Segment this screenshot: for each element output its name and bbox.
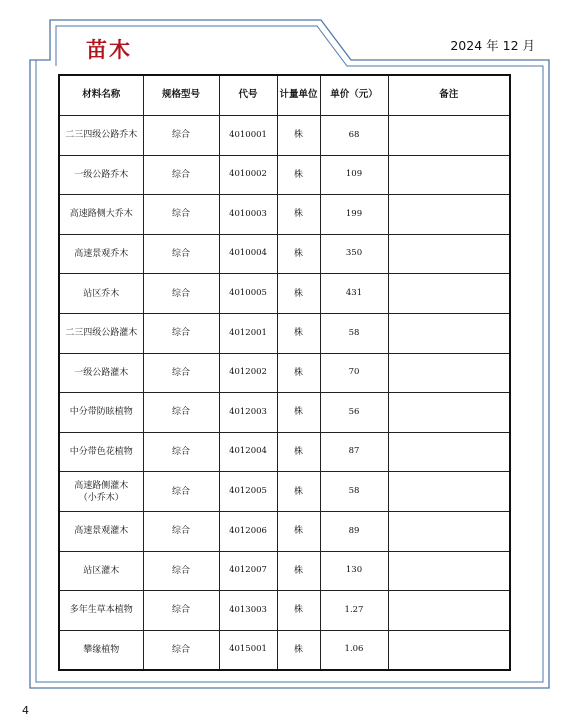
cell-unit-price: 56 xyxy=(320,393,388,433)
cell-remarks xyxy=(388,313,510,353)
cell-material-name: 高速路侧大乔木 xyxy=(59,195,143,235)
cell-remarks xyxy=(388,195,510,235)
cell-remarks xyxy=(388,274,510,314)
cell-spec: 综合 xyxy=(143,234,219,274)
cell-remarks xyxy=(388,630,510,670)
cell-unit: 株 xyxy=(277,393,320,433)
table-row xyxy=(59,274,510,314)
cell-material-name: 中分带防眩植物 xyxy=(59,393,143,433)
cell-unit-price: 199 xyxy=(320,195,388,235)
cell-remarks xyxy=(388,511,510,551)
cell-code: 4012001 xyxy=(219,313,277,353)
cell-unit-price: 350 xyxy=(320,234,388,274)
cell-code: 4012004 xyxy=(219,432,277,472)
cell-remarks xyxy=(388,551,510,591)
page-number: 4 xyxy=(22,704,29,717)
cell-code: 4012006 xyxy=(219,511,277,551)
table-row xyxy=(59,155,510,195)
cell-spec: 综合 xyxy=(143,630,219,670)
table-body xyxy=(59,116,510,671)
header-spec: 规格型号 xyxy=(143,75,219,116)
cell-unit: 株 xyxy=(277,591,320,631)
cell-spec: 综合 xyxy=(143,116,219,156)
report-date: 2024 年 12 月 xyxy=(450,38,535,53)
cell-unit: 株 xyxy=(277,432,320,472)
cell-material-name: 站区乔木 xyxy=(59,274,143,314)
cell-code: 4010004 xyxy=(219,234,277,274)
cell-unit-price: 58 xyxy=(320,313,388,353)
price-table xyxy=(58,74,511,671)
cell-remarks xyxy=(388,432,510,472)
cell-unit-price: 87 xyxy=(320,432,388,472)
cell-spec: 综合 xyxy=(143,195,219,235)
cell-code: 4010003 xyxy=(219,195,277,235)
header-unit-price: 单价（元） xyxy=(320,75,388,116)
cell-remarks xyxy=(388,591,510,631)
cell-unit-price: 1.06 xyxy=(320,630,388,670)
cell-spec: 综合 xyxy=(143,353,219,393)
cell-unit: 株 xyxy=(277,195,320,235)
cell-unit-price: 70 xyxy=(320,353,388,393)
cell-remarks xyxy=(388,472,510,512)
cell-material-name: 中分带色花植物 xyxy=(59,432,143,472)
cell-material-name: 二三四级公路灌木 xyxy=(59,313,143,353)
table-row xyxy=(59,472,510,512)
cell-material-name: 高速路侧灌木 （小乔木） xyxy=(59,472,143,512)
table-row xyxy=(59,551,510,591)
cell-unit-price: 58 xyxy=(320,472,388,512)
cell-material-name: 二三四级公路乔木 xyxy=(59,116,143,156)
table-row xyxy=(59,116,510,156)
header-code: 代号 xyxy=(219,75,277,116)
cell-unit: 株 xyxy=(277,353,320,393)
cell-material-name: 一级公路乔木 xyxy=(59,155,143,195)
cell-spec: 综合 xyxy=(143,274,219,314)
cell-spec: 综合 xyxy=(143,432,219,472)
cell-code: 4012007 xyxy=(219,551,277,591)
table-row xyxy=(59,313,510,353)
cell-spec: 综合 xyxy=(143,551,219,591)
cell-spec: 综合 xyxy=(143,155,219,195)
table-row xyxy=(59,630,510,670)
cell-spec: 综合 xyxy=(143,591,219,631)
cell-code: 4015001 xyxy=(219,630,277,670)
cell-material-name: 高速景观灌木 xyxy=(59,511,143,551)
table-row xyxy=(59,195,510,235)
header-remarks: 备注 xyxy=(388,75,510,116)
table-row xyxy=(59,591,510,631)
table-row xyxy=(59,511,510,551)
cell-code: 4012002 xyxy=(219,353,277,393)
cell-remarks xyxy=(388,234,510,274)
cell-spec: 综合 xyxy=(143,472,219,512)
cell-unit-price: 68 xyxy=(320,116,388,156)
cell-unit: 株 xyxy=(277,551,320,591)
cell-unit: 株 xyxy=(277,472,320,512)
cell-unit-price: 431 xyxy=(320,274,388,314)
cell-code: 4010001 xyxy=(219,116,277,156)
cell-remarks xyxy=(388,393,510,433)
section-title: 苗木 xyxy=(86,37,132,62)
table-row xyxy=(59,393,510,433)
cell-code: 4010002 xyxy=(219,155,277,195)
header-unit: 计量单位 xyxy=(277,75,320,116)
table-row xyxy=(59,432,510,472)
cell-unit: 株 xyxy=(277,116,320,156)
cell-unit: 株 xyxy=(277,511,320,551)
cell-material-name: 多年生草本植物 xyxy=(59,591,143,631)
cell-spec: 综合 xyxy=(143,511,219,551)
cell-code: 4012003 xyxy=(219,393,277,433)
header-material-name: 材料名称 xyxy=(59,75,143,116)
table-row xyxy=(59,353,510,393)
cell-unit-price: 130 xyxy=(320,551,388,591)
cell-unit: 株 xyxy=(277,234,320,274)
cell-remarks xyxy=(388,155,510,195)
cell-unit-price: 89 xyxy=(320,511,388,551)
cell-unit-price: 109 xyxy=(320,155,388,195)
table-header-row xyxy=(59,75,510,116)
cell-unit: 株 xyxy=(277,155,320,195)
cell-material-name: 站区灌木 xyxy=(59,551,143,591)
cell-unit: 株 xyxy=(277,274,320,314)
cell-spec: 综合 xyxy=(143,313,219,353)
cell-code: 4010005 xyxy=(219,274,277,314)
cell-material-name: 攀缘植物 xyxy=(59,630,143,670)
cell-code: 4012005 xyxy=(219,472,277,512)
cell-unit: 株 xyxy=(277,630,320,670)
cell-code: 4013003 xyxy=(219,591,277,631)
cell-remarks xyxy=(388,116,510,156)
cell-unit-price: 1.27 xyxy=(320,591,388,631)
cell-remarks xyxy=(388,353,510,393)
table-row xyxy=(59,234,510,274)
cell-spec: 综合 xyxy=(143,393,219,433)
cell-material-name: 高速景观乔木 xyxy=(59,234,143,274)
cell-unit: 株 xyxy=(277,313,320,353)
cell-material-name: 一级公路灌木 xyxy=(59,353,143,393)
